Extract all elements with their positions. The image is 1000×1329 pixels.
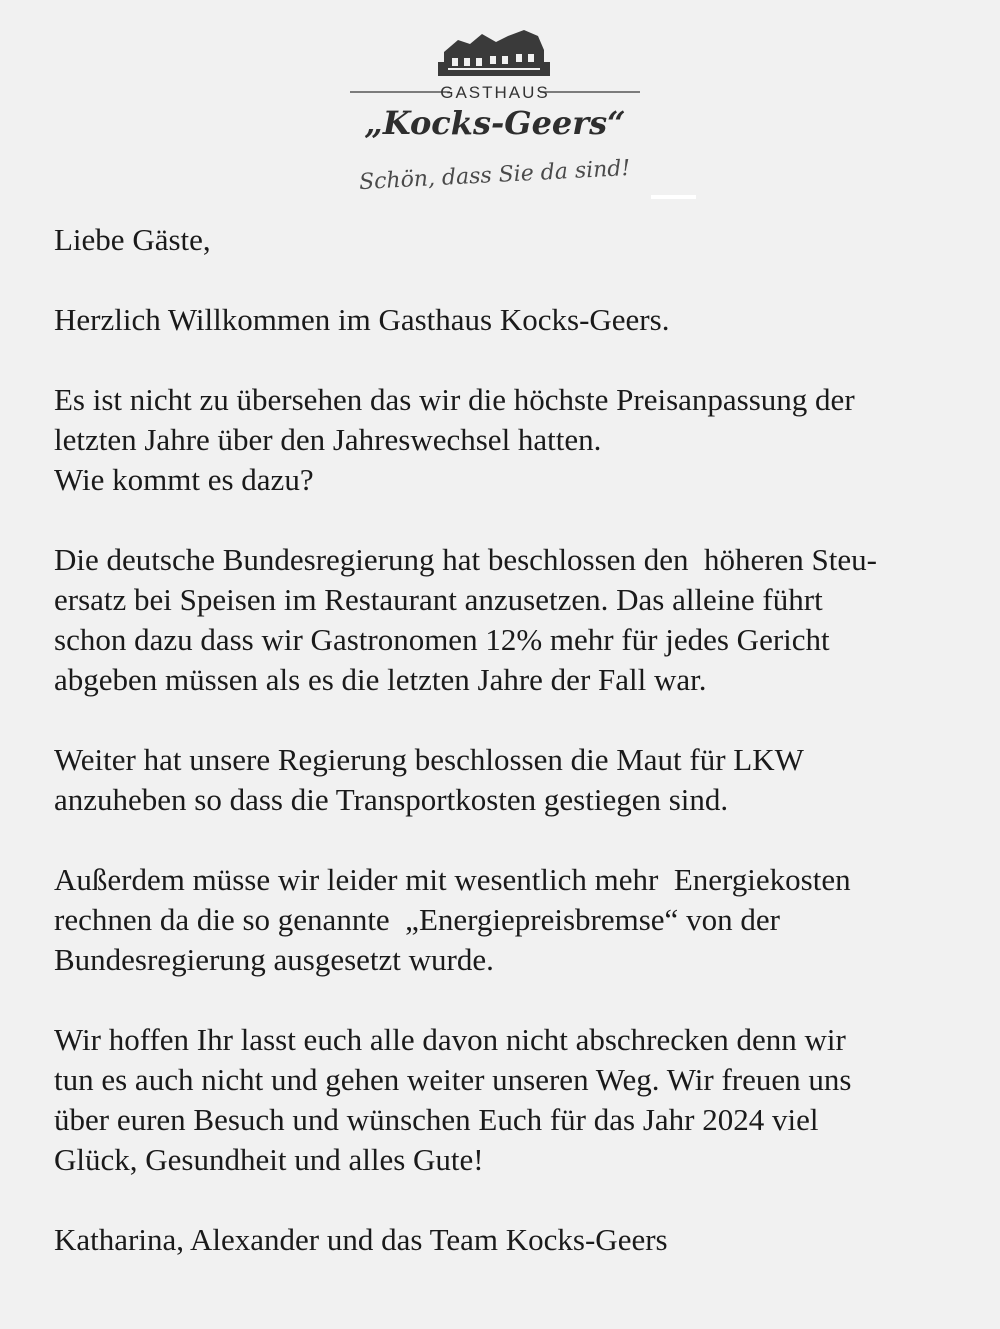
text-line: Es ist nicht zu übersehen das wir die höchste Preisanpassung der	[54, 382, 855, 417]
signature: Katharina, Alexander und das Team Kocks-Geers	[54, 1222, 668, 1257]
house-logo-graphic	[340, 22, 650, 202]
paragraph-price-increase	[54, 380, 954, 500]
text-line: über euren Besuch und wünschen Euch für das Jahr 2024 viel	[54, 1102, 819, 1137]
logo-tagline: Schön, dass Sie da sind!	[358, 155, 631, 196]
text-line: Bundesregierung ausgesetzt wurde.	[54, 942, 494, 977]
text-line: letzten Jahre über den Jahreswechsel hatten.	[54, 422, 602, 457]
text-line: Weiter hat unsere Regierung beschlossen die Maut für LKW	[54, 742, 804, 777]
welcome-line: Herzlich Willkommen im Gasthaus Kocks-Geers.	[54, 302, 670, 337]
logo-name: „Kocks-Geers“	[364, 104, 626, 142]
letter-body	[54, 220, 954, 1260]
logo-gasthaus: GASTHAUS	[440, 83, 550, 102]
text-line: tun es auch nicht und gehen weiter unseren Weg. Wir freuen uns	[54, 1062, 852, 1097]
scan-artifact	[651, 195, 696, 199]
text-line: Die deutsche Bundesregierung hat beschlossen den höheren Steu-	[54, 542, 877, 577]
text-line: Außerdem müsse wir leider mit wesentlich mehr Energiekosten	[54, 862, 851, 897]
text-line: Wir hoffen Ihr lasst euch alle davon nicht abschrecken denn wir	[54, 1022, 846, 1057]
text-line: Wie kommt es dazu?	[54, 462, 314, 497]
text-line: schon dazu dass wir Gastronomen 12% mehr für jedes Gericht	[54, 622, 830, 657]
paragraph-tax	[54, 540, 954, 700]
text-line: rechnen da die so genannte „Energiepreisbremse“ von der	[54, 902, 780, 937]
salutation: Liebe Gäste,	[54, 222, 211, 257]
text-line: anzuheben so dass die Transportkosten gestiegen sind.	[54, 782, 729, 817]
text-line: abgeben müssen als es die letzten Jahre der Fall war.	[54, 662, 707, 697]
paragraph-energy	[54, 860, 954, 980]
gasthaus-logo	[340, 22, 650, 202]
text-line: ersatz bei Speisen im Restaurant anzusetzen. Das alleine führt	[54, 582, 823, 617]
paragraph-toll	[54, 740, 954, 820]
paragraph-closing	[54, 1020, 954, 1180]
text-line: Glück, Gesundheit und alles Gute!	[54, 1142, 484, 1177]
